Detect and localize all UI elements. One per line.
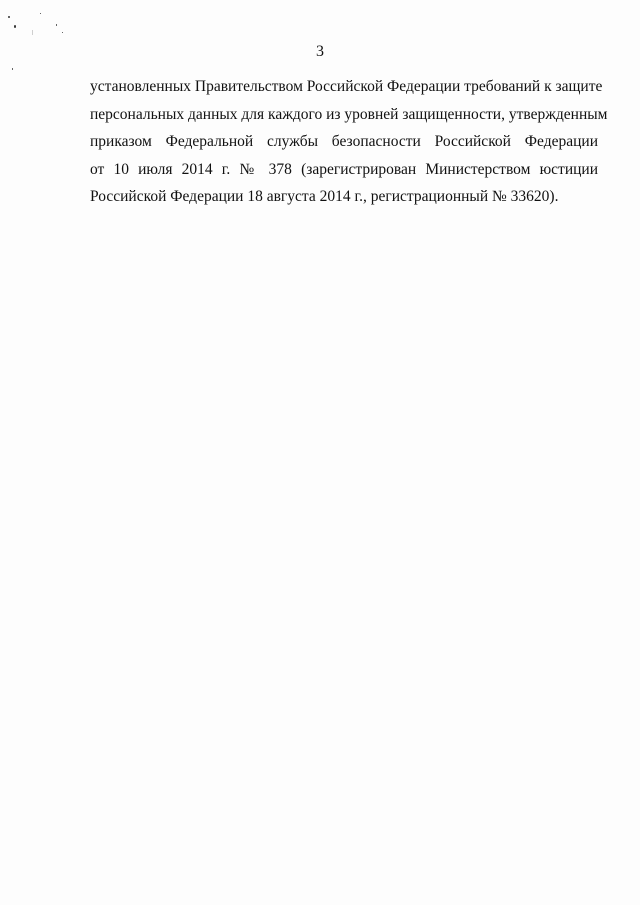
paragraph-line: от 10 июля 2014 г. № 378 (зарегистрирован Министерством юстиции — [90, 160, 598, 178]
scan-edge-line — [32, 30, 33, 35]
paragraph-line: приказом Федеральной службы безопасности Российской Федерации — [90, 133, 598, 150]
scan-speck — [14, 25, 16, 28]
paragraph-line: установленных Правительством Российской Федерации требований к защите — [90, 78, 603, 95]
body-paragraph — [90, 73, 608, 211]
paragraph-line: персональных данных для каждого из уровней защищенности, утвержденным — [90, 105, 608, 123]
scan-speck — [56, 24, 57, 26]
scan-speck — [40, 13, 41, 14]
scan-speck — [12, 68, 13, 70]
page-number: 3 — [316, 43, 324, 60]
paragraph-line: Российской Федерации 18 августа 2014 г., регистрационный № 33620). — [90, 188, 559, 205]
scan-speck — [8, 16, 10, 18]
scan-speck — [62, 32, 63, 33]
